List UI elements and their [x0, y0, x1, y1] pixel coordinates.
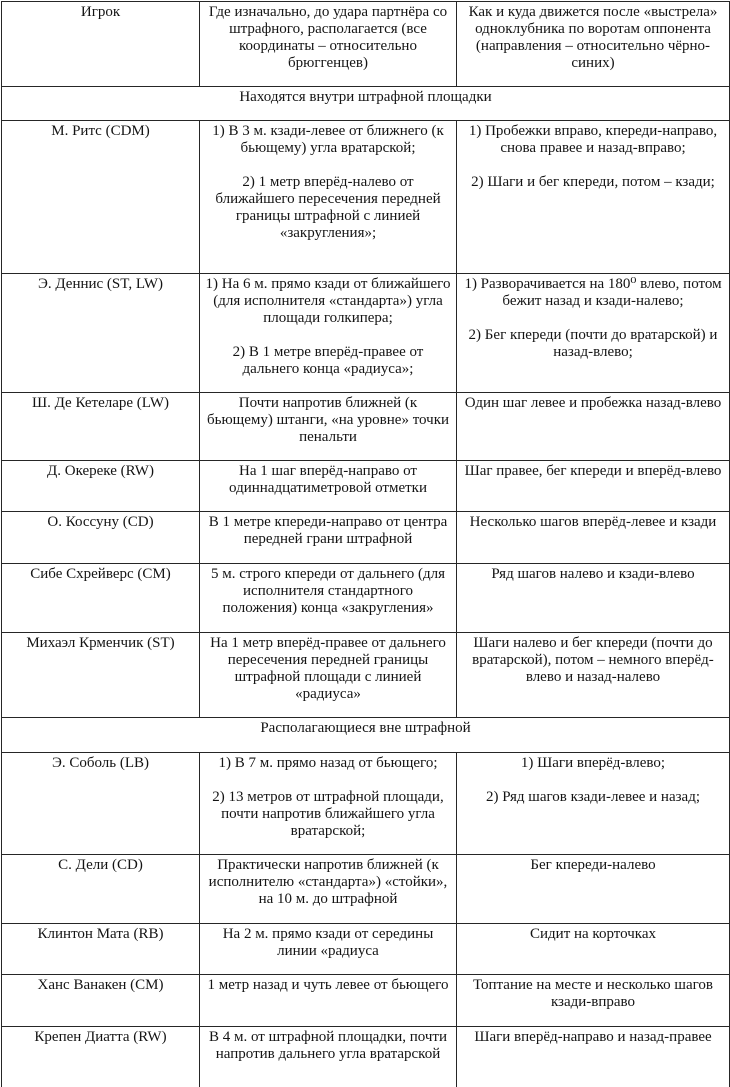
player-cell	[2, 121, 200, 274]
position-text: 1) В 7 м. прямо назад от бьющего;	[218, 755, 438, 771]
position-text: Почти напротив ближней (к бьющему) штанги, «на уровне» точки пенальти	[206, 395, 450, 445]
movement-cell	[457, 753, 730, 855]
player-name: Ханс Ванакен (CM)	[37, 977, 164, 993]
movement-cell	[457, 393, 730, 461]
player-cell	[2, 975, 200, 1027]
player-cell	[2, 855, 200, 924]
table-row	[2, 121, 730, 274]
position-cell	[200, 512, 457, 564]
movement-text: 1) Пробежки вправо, кпереди-направо, снова правее и назад-вправо;	[468, 123, 718, 156]
table-row	[2, 274, 730, 393]
position-cell	[200, 274, 457, 393]
movement-text: Шаг правее, бег кпереди и вперёд-влево	[464, 463, 722, 479]
position-text: В 4 м. от штрафной площадки, почти напротив дальнего угла вратарской	[208, 1029, 447, 1062]
movement-text: 1) Разворачивается на 180⁰ влево, потом бежит назад и кзади-налево;	[464, 276, 722, 309]
player-name: Михаэл Крменчик (ST)	[26, 635, 175, 651]
position-cell	[200, 753, 457, 855]
movement-text: 2) Шаги и бег кпереди, потом – кзади;	[471, 174, 715, 190]
table-row	[2, 924, 730, 975]
table-row	[2, 512, 730, 564]
section-title-text: Находятся внутри штрафной площадки	[239, 89, 492, 105]
position-text: На 1 шаг вперёд-направо от одиннадцатиметровой отметки	[229, 463, 427, 496]
position-cell	[200, 855, 457, 924]
movement-text: 2) Бег кпереди (почти до вратарской) и назад-влево;	[468, 327, 718, 360]
movement-text: Топтание на месте и несколько шагов кзади-вправо	[473, 977, 713, 1010]
movement-text: Ряд шагов налево и кзади-влево	[491, 566, 695, 582]
position-text: 2) 13 метров от штрафной площади, почти напротив ближайшего угла вратарской;	[212, 789, 444, 839]
position-text: 5 м. строго кпереди от дальнего (для исполнителя стандартного положения) конца «закругления»	[210, 566, 446, 616]
position-cell	[200, 121, 457, 274]
position-text: На 2 м. прямо кзади от середины линии «радиуса	[222, 926, 434, 959]
player-name: Э. Соболь (LB)	[51, 755, 150, 771]
player-cell	[2, 393, 200, 461]
player-name: Клинтон Мата (RB)	[37, 926, 164, 942]
table-row	[2, 753, 730, 855]
movement-cell	[457, 975, 730, 1027]
section-title	[2, 718, 730, 753]
table-row	[2, 461, 730, 512]
player-name: Сибе Схрейверс (CM)	[30, 566, 171, 582]
section-title-text: Располагающиеся вне штрафной	[260, 720, 471, 736]
position-text: Практически напротив ближней (к исполнителю «стандарта») «стойки», на 10 м. до штрафной	[208, 857, 448, 907]
position-cell	[200, 564, 457, 633]
header-row	[2, 2, 730, 87]
movement-cell	[457, 121, 730, 274]
player-cell	[2, 1027, 200, 1087]
players-table	[1, 1, 730, 1087]
movement-text: 2) Ряд шагов кзади-левее и назад;	[486, 789, 700, 805]
player-name: Д. Окереке (RW)	[47, 463, 154, 479]
movement-text: Сидит на корточках	[530, 926, 656, 942]
table-row	[2, 393, 730, 461]
movement-text: Бег кпереди-налево	[530, 857, 656, 873]
header-position-label: Где изначально, до удара партнёра со штрафного, располагается (все координаты – относительно брюггенцев)	[208, 4, 448, 71]
position-text: На 1 метр вперёд-правее от дальнего пересечения передней границы штрафной площади с линией «радиуса»	[210, 635, 446, 702]
position-cell	[200, 633, 457, 718]
player-name: С. Дели (CD)	[58, 857, 143, 873]
player-cell	[2, 633, 200, 718]
movement-cell	[457, 855, 730, 924]
table-row	[2, 975, 730, 1027]
position-cell	[200, 975, 457, 1027]
player-name: О. Коссуну (CD)	[47, 514, 154, 530]
movement-text: Один шаг левее и пробежка назад-влево	[464, 395, 722, 411]
movement-cell	[457, 924, 730, 975]
header-player	[2, 2, 200, 87]
table-row	[2, 564, 730, 633]
position-text: 1 метр назад и чуть левее от бьющего	[207, 977, 449, 993]
player-cell	[2, 753, 200, 855]
player-name: М. Ритс (CDM)	[51, 123, 150, 139]
position-cell	[200, 461, 457, 512]
movement-cell	[457, 274, 730, 393]
section-title	[2, 87, 730, 121]
header-movement	[457, 2, 730, 87]
movement-text: 1) Шаги вперёд-влево;	[520, 755, 666, 771]
position-text: 2) 1 метр вперёд-налево от ближайшего пересечения передней границы штрафной с линией «закругления»;	[215, 174, 441, 241]
position-cell	[200, 1027, 457, 1087]
position-text: В 1 метре кпереди-направо от центра передней грани штрафной	[208, 514, 448, 547]
player-cell	[2, 924, 200, 975]
header-movement-label: Как и куда движется после «выстрела» одноклубника по воротам оппонента (направления – относительно чёрно-синих)	[468, 4, 718, 71]
movement-text: Шаги вперёд-направо и назад-правее	[474, 1029, 712, 1045]
position-text: 1) На 6 м. прямо кзади от ближайшего (для исполнителя «стандарта») угла площади голкипера;	[205, 276, 451, 326]
section-row	[2, 718, 730, 753]
player-cell	[2, 461, 200, 512]
player-cell	[2, 274, 200, 393]
player-name: Крепен Диатта (RW)	[34, 1029, 167, 1045]
table-row	[2, 1027, 730, 1087]
movement-cell	[457, 512, 730, 564]
position-text: 2) В 1 метре вперёд-правее от дальнего конца «радиуса»;	[232, 344, 424, 377]
header-player-label: Игрок	[80, 4, 121, 20]
section-row	[2, 87, 730, 121]
table-row	[2, 855, 730, 924]
movement-cell	[457, 1027, 730, 1087]
player-name: Э. Деннис (ST, LW)	[37, 276, 164, 292]
movement-text: Несколько шагов вперёд-левее и кзади	[469, 514, 717, 530]
position-text: 1) В 3 м. кзади-левее от ближнего (к бьющему) угла вратарской;	[212, 123, 444, 156]
player-cell	[2, 512, 200, 564]
movement-cell	[457, 564, 730, 633]
movement-cell	[457, 461, 730, 512]
movement-text: Шаги налево и бег кпереди (почти до вратарской), потом – немного вперёд-влево и назад-налево	[472, 635, 714, 685]
movement-cell	[457, 633, 730, 718]
player-cell	[2, 564, 200, 633]
header-position	[200, 2, 457, 87]
player-name: Ш. Де Кетеларе (LW)	[31, 395, 169, 411]
position-cell	[200, 924, 457, 975]
table-row	[2, 633, 730, 718]
position-cell	[200, 393, 457, 461]
